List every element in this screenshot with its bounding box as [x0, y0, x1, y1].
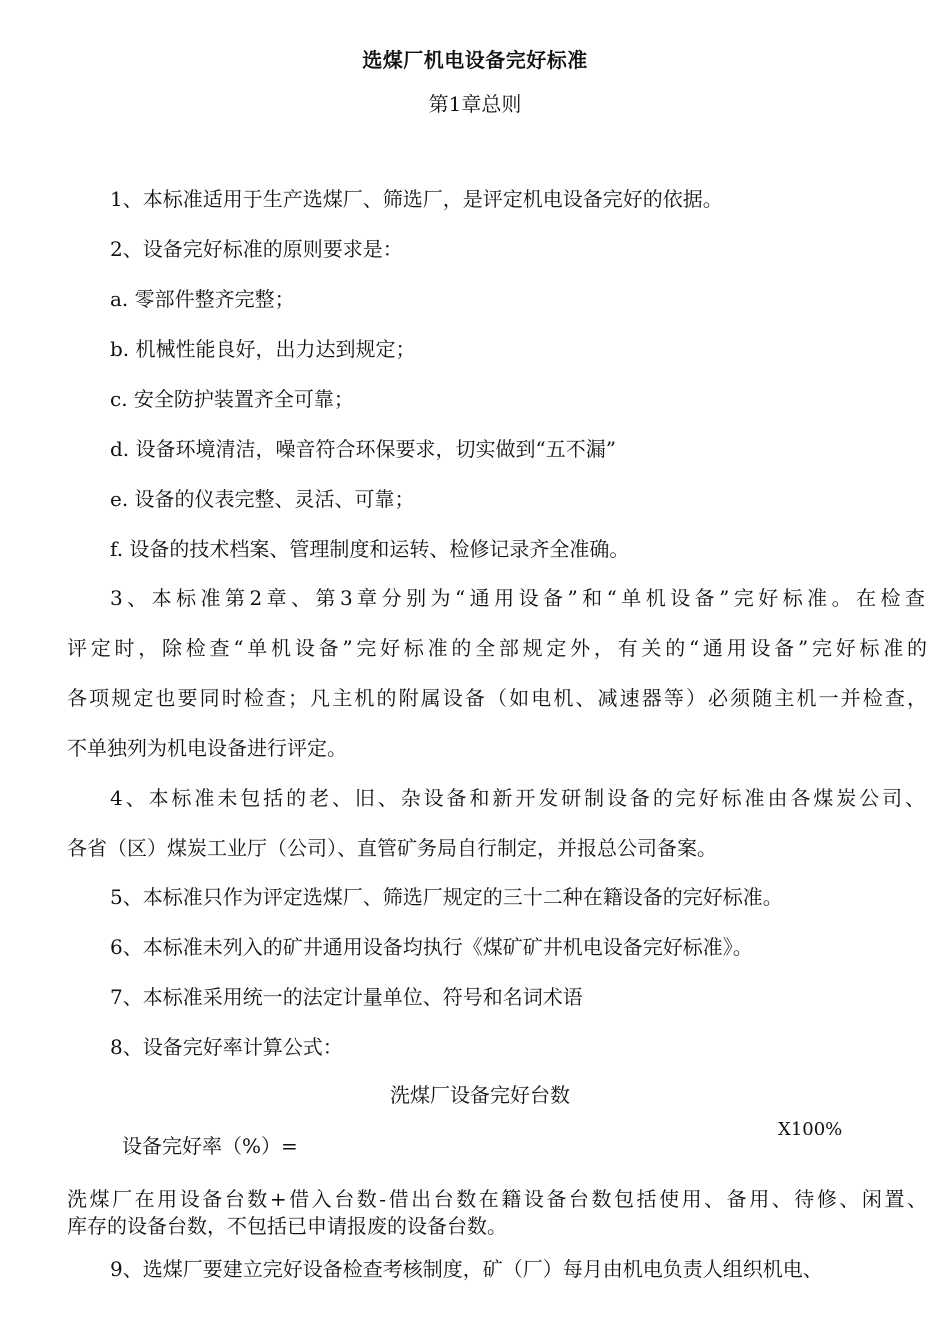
paragraph-8: 8、设备完好率计算公式： — [110, 1035, 343, 1059]
paragraph-9: 9、选煤厂要建立完好设备检查考核制度，矿（厂）每月由机电负责人组织机电、 — [110, 1257, 823, 1281]
requirement-d: d. 设备环境清洁，噪音符合环保要求，切实做到“五不漏” — [110, 437, 616, 461]
paragraph-3-line-1: 3、本标准第2章、第3章分别为“通用设备”和“单机设备”完好标准。在检查 — [110, 586, 925, 610]
formula-factor: X100% — [778, 1119, 843, 1135]
requirement-b: b. 机械性能良好，出力达到规定； — [110, 337, 416, 361]
paragraph-6: 6、本标准未列入的矿井通用设备均执行《煤矿矿井机电设备完好标准》。 — [110, 935, 753, 959]
formula-denominator-line-2: 库存的设备台数，不包括已申请报废的设备台数。 — [67, 1214, 507, 1238]
formula-label: 设备完好率（%）= — [122, 1134, 298, 1158]
chapter-heading: 第1章总则 — [428, 92, 522, 116]
paragraph-4-line-1: 4、本标准未包括的老、旧、杂设备和新开发研制设备的完好标准由各煤炭公司、 — [110, 786, 925, 810]
paragraph-3-line-2: 评定时，除检查“单机设备”完好标准的全部规定外，有关的“通用设备”完好标准的 — [67, 636, 927, 660]
requirement-f: f. 设备的技术档案、管理制度和运转、检修记录齐全准确。 — [110, 537, 630, 561]
formula-denominator-line-1: 洗煤厂在用设备台数+借入台数-借出台数在籍设备台数包括使用、备用、待修、闲置、 — [67, 1187, 927, 1211]
document-title: 选煤厂机电设备完好标准 — [362, 48, 588, 72]
requirement-c: c. 安全防护装置齐全可靠； — [110, 387, 354, 411]
paragraph-1: 1、本标准适用于生产选煤厂、筛选厂，是评定机电设备完好的依据。 — [110, 187, 723, 211]
paragraph-2: 2、设备完好标准的原则要求是： — [110, 237, 403, 261]
paragraph-5: 5、本标准只作为评定选煤厂、筛选厂规定的三十二种在籍设备的完好标准。 — [110, 885, 783, 909]
paragraph-7: 7、本标准采用统一的法定计量单位、符号和名词术语 — [110, 985, 583, 1009]
paragraph-3-line-3: 各项规定也要同时检查；凡主机的附属设备（如电机、减速器等）必须随主机一并检查， — [67, 686, 927, 710]
formula-numerator: 洗煤厂设备完好台数 — [390, 1083, 570, 1107]
paragraph-4-line-2: 各省（区）煤炭工业厅（公司）、直管矿务局自行制定，并报总公司备案。 — [67, 836, 717, 860]
requirement-e: e. 设备的仪表完整、灵活、可靠； — [110, 487, 415, 511]
requirement-a: a. 零部件整齐完整； — [110, 287, 295, 311]
paragraph-3-line-4: 不单独列为机电设备进行评定。 — [67, 736, 347, 760]
